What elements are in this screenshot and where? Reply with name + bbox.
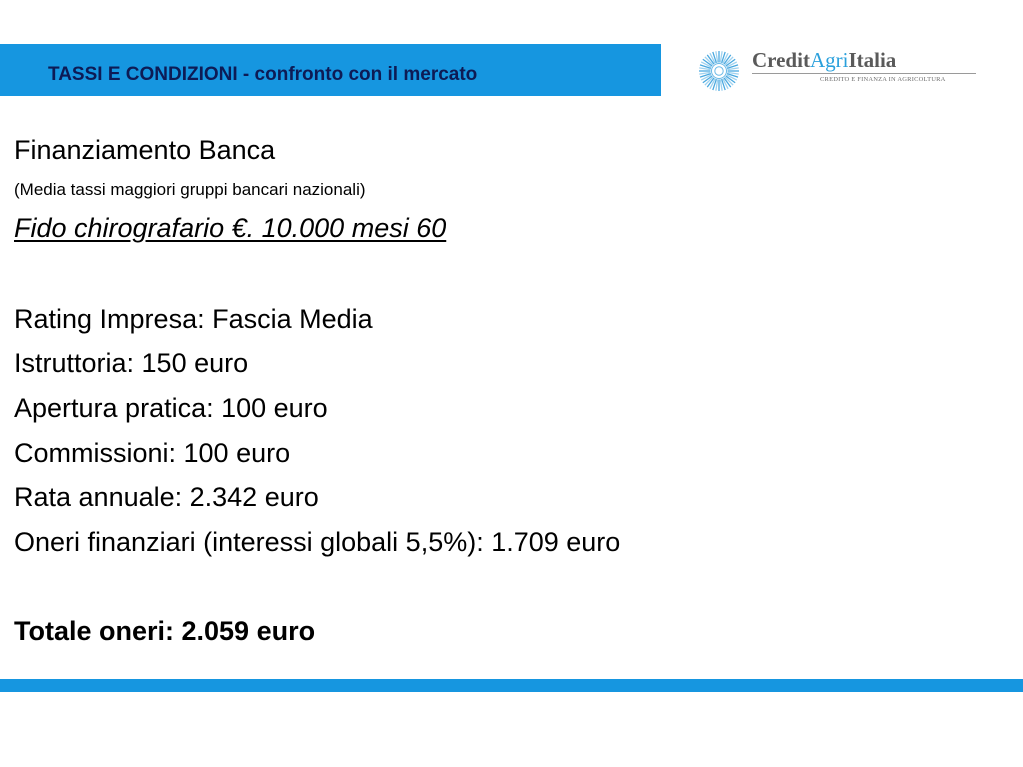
detail-rata: Rata annuale: 2.342 euro (14, 482, 319, 512)
logo-wordmark (752, 48, 896, 73)
company-logo (697, 45, 987, 95)
detail-commissioni: Commissioni: 100 euro (14, 438, 291, 468)
detail-istruttoria: Istruttoria: 150 euro (14, 348, 249, 378)
financing-heading: Finanziamento Banca (14, 135, 276, 165)
product-description: Fido chirografario €. 10.000 mesi 60 (14, 213, 447, 243)
logo-rule (752, 73, 976, 74)
logo-name-part1: Credit (752, 48, 810, 72)
detail-oneri: Oneri finanziari (interessi globali 5,5%): 1.709 euro (14, 527, 621, 557)
sunburst-logo-icon (697, 49, 741, 93)
slide-title: TASSI E CONDIZIONI - confronto con il mercato (48, 64, 478, 85)
footer-band (0, 679, 1023, 692)
total-charges: Totale oneri: 2.059 euro (14, 616, 316, 646)
logo-name-part3: Italia (848, 48, 897, 72)
detail-rating: Rating Impresa: Fascia Media (14, 304, 373, 334)
logo-name-part2: Agri (809, 48, 849, 72)
detail-apertura: Apertura pratica: 100 euro (14, 393, 328, 423)
financing-subheading: (Media tassi maggiori gruppi bancari nazionali) (14, 180, 366, 199)
logo-tagline: CREDITO E FINANZA IN AGRICOLTURA (820, 76, 946, 83)
